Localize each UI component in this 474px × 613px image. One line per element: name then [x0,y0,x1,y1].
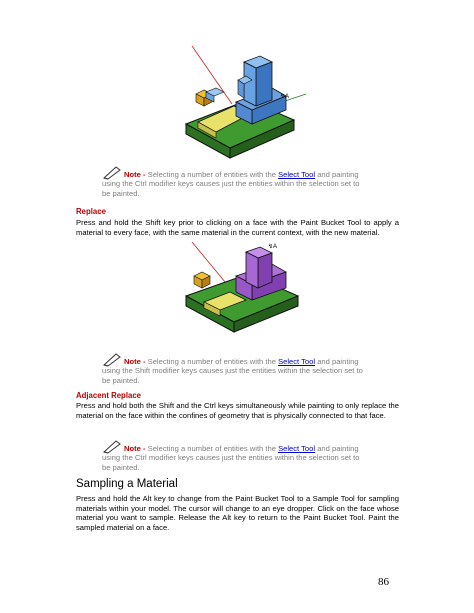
note-text: be painted. [102,462,140,472]
section-heading-replace: Replace [76,207,106,216]
paragraph-adjacent-replace: Press and hold both the Shift and the Ctrl keys simultaneously while painting to only replace the material on the face within the confines of geometry that is physically connected to that face. [76,401,399,420]
page-number: 86 [378,576,389,588]
note-text: using the Shift modifier keys causes just the entities within the selection set to [102,366,363,376]
select-tool-link[interactable]: Select Tool [278,357,316,366]
note-text: be painted. [102,375,140,385]
note-label: Note - [124,357,146,366]
note-text: and painting [315,170,359,179]
pencil-note-icon [102,353,122,369]
note-text: using the Ctrl modifier keys causes just the entities within the selection set to [102,179,360,189]
figure-replace-paint [176,238,310,340]
note-1 [76,170,396,198]
note-text: using the Ctrl modifier keys causes just the entities within the selection set to [102,453,360,463]
pencil-note-icon [102,166,122,182]
note-label: Note - [124,170,146,179]
figure-select-tool-paint [176,42,310,162]
svg-text:↯A: ↯A [268,244,278,250]
note-text: be painted. [102,188,140,198]
note-text: Selecting a number of entities with the [145,170,279,179]
select-tool-link[interactable]: Select Tool [278,444,316,453]
note-label: Note - [124,444,146,453]
paragraph-sampling: Press and hold the Alt key to change from the Paint Bucket Tool to a Sample Tool for sampling materials within your model. The cursor will change to an eye dropper. Click on the face whose material you want to sample. Release the Alt key to return to the Paint Bucket Tool. Paint the sampled material on a face. [76,494,399,532]
note-text: and painting [315,444,359,453]
note-text: Selecting a number of entities with the [145,357,279,366]
pencil-note-icon [102,440,122,456]
section-heading-sampling: Sampling a Material [76,478,178,490]
note-text: and painting [315,357,359,366]
note-2 [76,357,396,385]
section-heading-adjacent-replace: Adjacent Replace [76,391,141,400]
select-tool-link[interactable]: Select Tool [278,170,316,179]
note-3 [76,444,396,472]
svg-text:↯A: ↯A [280,94,290,100]
note-text: Selecting a number of entities with the [145,444,279,453]
paragraph-replace: Press and hold the Shift key prior to clicking on a face with the Paint Bucket Tool to apply a material to every face, with the same material in the current context, with the new material. [76,218,399,237]
